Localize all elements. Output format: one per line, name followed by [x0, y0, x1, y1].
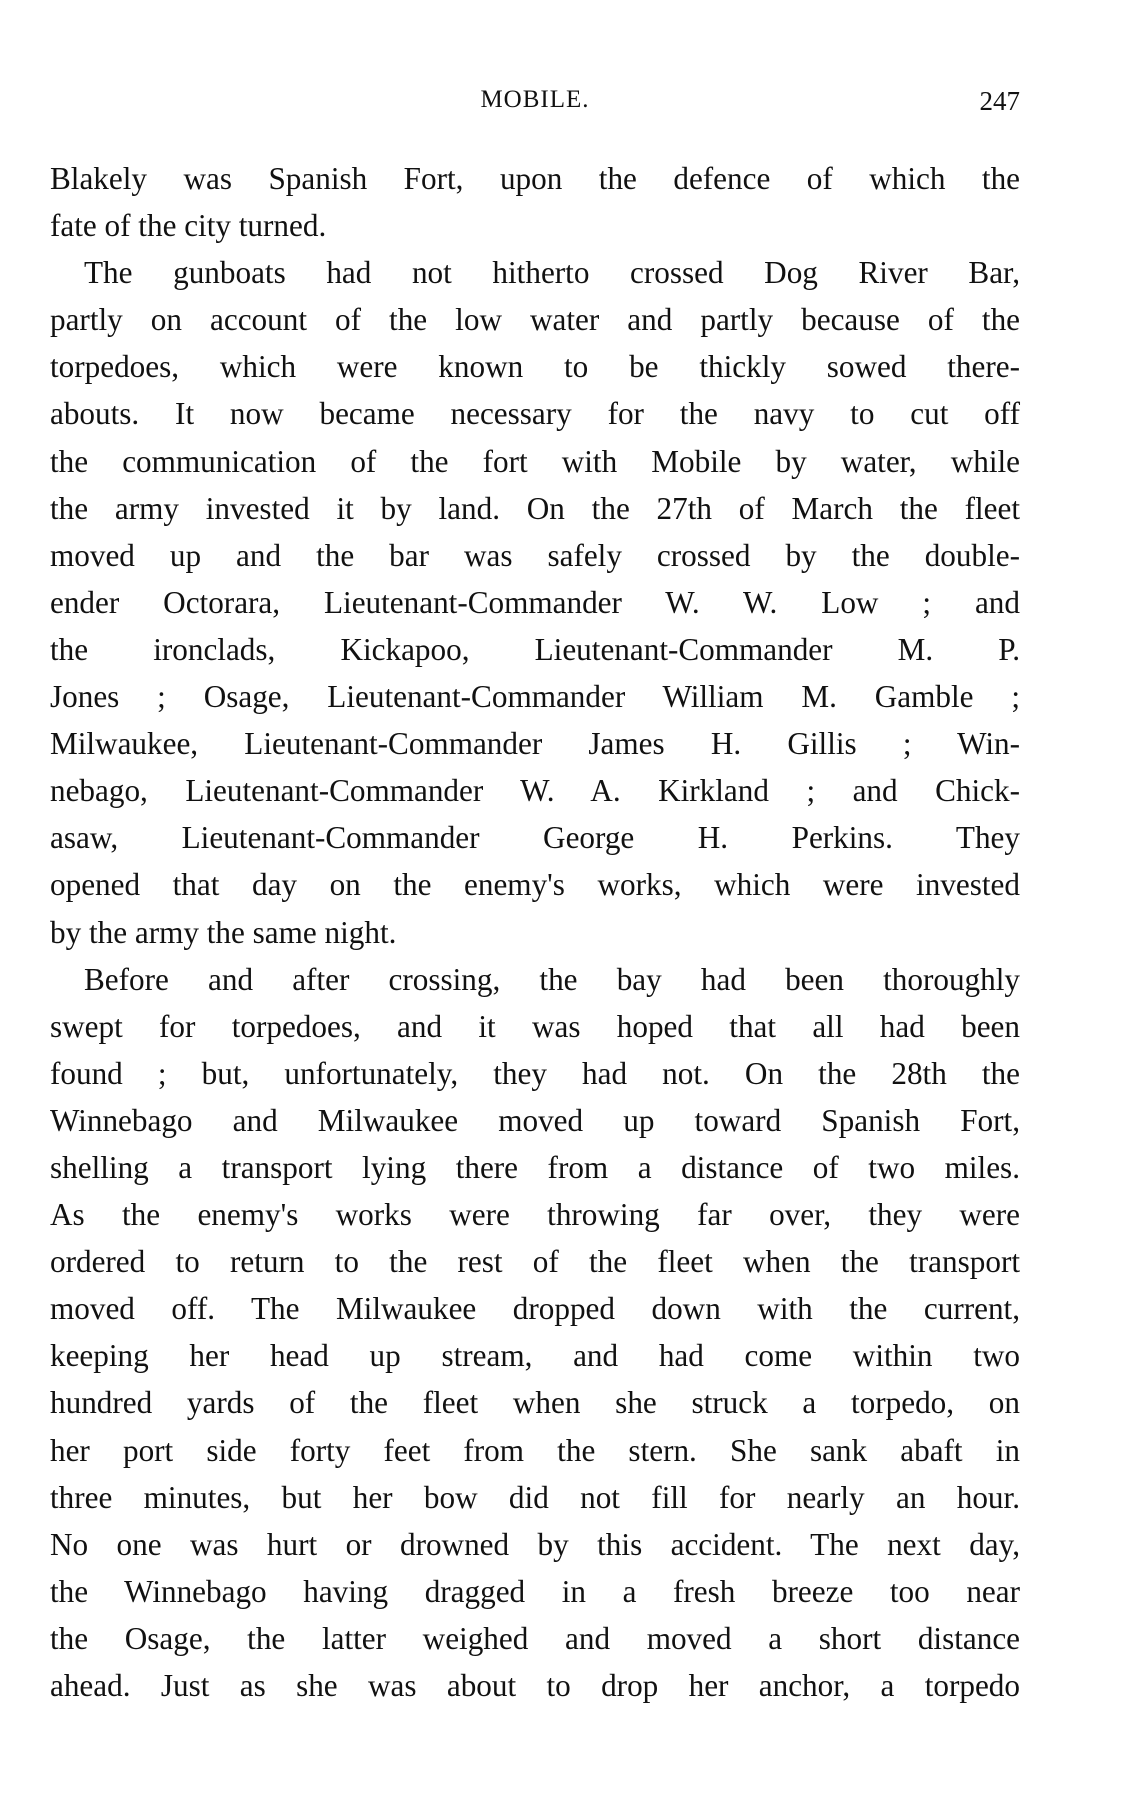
text-line: found ; but, unfortunately, they had not. On the 28th the — [50, 1055, 1020, 1091]
text-line: the Osage, the latter weighed and moved a short distance — [50, 1620, 1020, 1656]
text-line: No one was hurt or drowned by this accident. The next day, — [50, 1526, 1020, 1562]
text-line: the Winnebago having dragged in a fresh breeze too near — [50, 1573, 1020, 1609]
running-head — [50, 86, 1020, 122]
text-line: three minutes, but her bow did not fill for nearly an hour. — [50, 1479, 1020, 1515]
text-line: As the enemy's works were throwing far over, they were — [50, 1197, 1020, 1233]
text-line: the army invested it by land. On the 27th of March the fleet — [50, 490, 1020, 526]
text-line: the communication of the fort with Mobile by water, while — [50, 443, 1020, 479]
text-line: moved off. The Milwaukee dropped down with the current, — [50, 1291, 1020, 1327]
text-line: nebago, Lieutenant-Commander W. A. Kirkland ; and Chick- — [50, 773, 1020, 809]
text-line: moved up and the bar was safely crossed by the double- — [50, 537, 1020, 573]
text-line: shelling a transport lying there from a distance of two miles. — [50, 1149, 1020, 1185]
text-line: ender Octorara, Lieutenant-Commander W. W. Low ; and — [50, 584, 1020, 620]
text-line: The gunboats had not hitherto crossed Dog River Bar, — [84, 255, 1020, 291]
text-line: torpedoes, which were known to be thickly sowed there- — [50, 349, 1020, 385]
body-text — [50, 155, 1020, 1709]
text-line: fate of the city turned. — [50, 208, 327, 244]
text-line: abouts. It now became necessary for the navy to cut off — [50, 396, 1020, 432]
text-line: Blakely was Spanish Fort, upon the defence of which the — [50, 161, 1020, 196]
running-title: MOBILE. — [480, 86, 590, 113]
text-line: the ironclads, Kickapoo, Lieutenant-Commander M. P. — [50, 631, 1020, 667]
text-line: swept for torpedoes, and it was hoped that all had been — [50, 1008, 1020, 1044]
text-line: her port side forty feet from the stern. She sank abaft in — [50, 1432, 1020, 1468]
text-line: opened that day on the enemy's works, which were invested — [50, 867, 1020, 903]
text-line: Winnebago and Milwaukee moved up toward Spanish Fort, — [50, 1102, 1020, 1138]
text-line: Milwaukee, Lieutenant-Commander James H. Gillis ; Win- — [50, 726, 1020, 762]
text-line: Before and after crossing, the bay had been thoroughly — [84, 961, 1020, 997]
text-line: hundred yards of the fleet when she struck a torpedo, on — [50, 1385, 1020, 1421]
text-line: asaw, Lieutenant-Commander George H. Perkins. They — [50, 820, 1020, 856]
text-line: partly on account of the low water and partly because of the — [50, 302, 1020, 338]
text-line: by the army the same night. — [50, 914, 397, 950]
text-line: ahead. Just as she was about to drop her anchor, a torpedo — [50, 1668, 1020, 1703]
page-number: 247 — [979, 86, 1020, 116]
text-line: ordered to return to the rest of the fleet when the transport — [50, 1244, 1020, 1280]
text-line: keeping her head up stream, and had come within two — [50, 1338, 1020, 1374]
text-line: Jones ; Osage, Lieutenant-Commander William M. Gamble ; — [50, 679, 1020, 715]
